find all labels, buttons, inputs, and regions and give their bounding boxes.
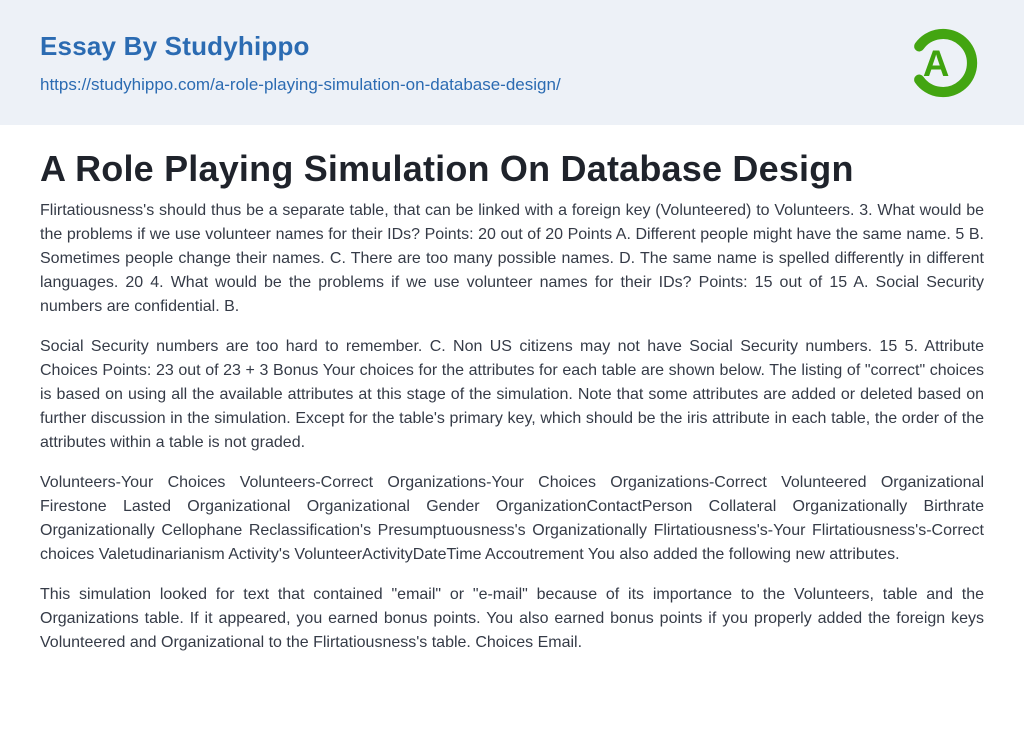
article-body <box>0 125 1024 655</box>
header-text-block <box>40 31 561 95</box>
page-header <box>0 0 1024 125</box>
article-paragraph-1: Flirtatiousness's should thus be a separate table, that can be linked with a foreign key (Volunteered) to Volunteers. 3. What would be the problems if we use volunteer names for their IDs? Points: 20 out of 20 Points A. Different people might have the same name. 5 B. Sometimes people change their names. C. There are too many possible names. D. The same name is spelled differently in different languages. 20 4. What would be the problems if we use volunteer names for their IDs? Points: 15 out of 15 A. Social Security numbers are confidential. B. <box>40 201 984 315</box>
site-title: Essay By Studyhippo <box>40 30 310 61</box>
article-paragraph-4: This simulation looked for text that contained "email" or "e-mail" because of its importance to the Volunteers, table and the Organizations table. If it appeared, you earned bonus points. You also earned bonus points if you properly added the foreign keys Volunteered and Organizational to the Flirtatiousness's table. Choices Email. <box>40 585 984 651</box>
logo-ring-icon <box>902 22 984 104</box>
source-url-link[interactable]: https://studyhippo.com/a-role-playing-simulation-on-database-design/ <box>40 74 561 94</box>
article-paragraph-3: Volunteers-Your Choices Volunteers-Correct Organizations-Your Choices Organizations-Correct Volunteered Organizational Firestone Lasted Organizational Organizational Gender OrganizationContactPerson Collateral Organizationally Birthrate Organizationally Cellophane Reclassification's Presumptuousness's Organizationally Flirtatiousness's-Your Flirtatiousness's-Correct choices Valetudinarianism Activity's VolunteerActivityDateTime Accoutrement You also added the following new attributes. <box>40 473 984 563</box>
logo-letter: A <box>922 42 950 84</box>
article-paragraph-2: Social Security numbers are too hard to remember. C. Non US citizens may not have Social Security numbers. 15 5. Attribute Choices Points: 23 out of 23 + 3 Bonus Your choices for the attributes for each table are shown below. The listing of "correct" choices is based on using all the available attributes at this stage of the simulation. Note that some attributes are added or deleted based on further discussion in the simulation. Except for the table's primary key, which should be the iris attribute in each table, the order of the attributes within a table is not graded. <box>40 337 984 451</box>
studyhippo-logo <box>902 22 984 104</box>
article-title: A Role Playing Simulation On Database Design <box>40 148 854 189</box>
